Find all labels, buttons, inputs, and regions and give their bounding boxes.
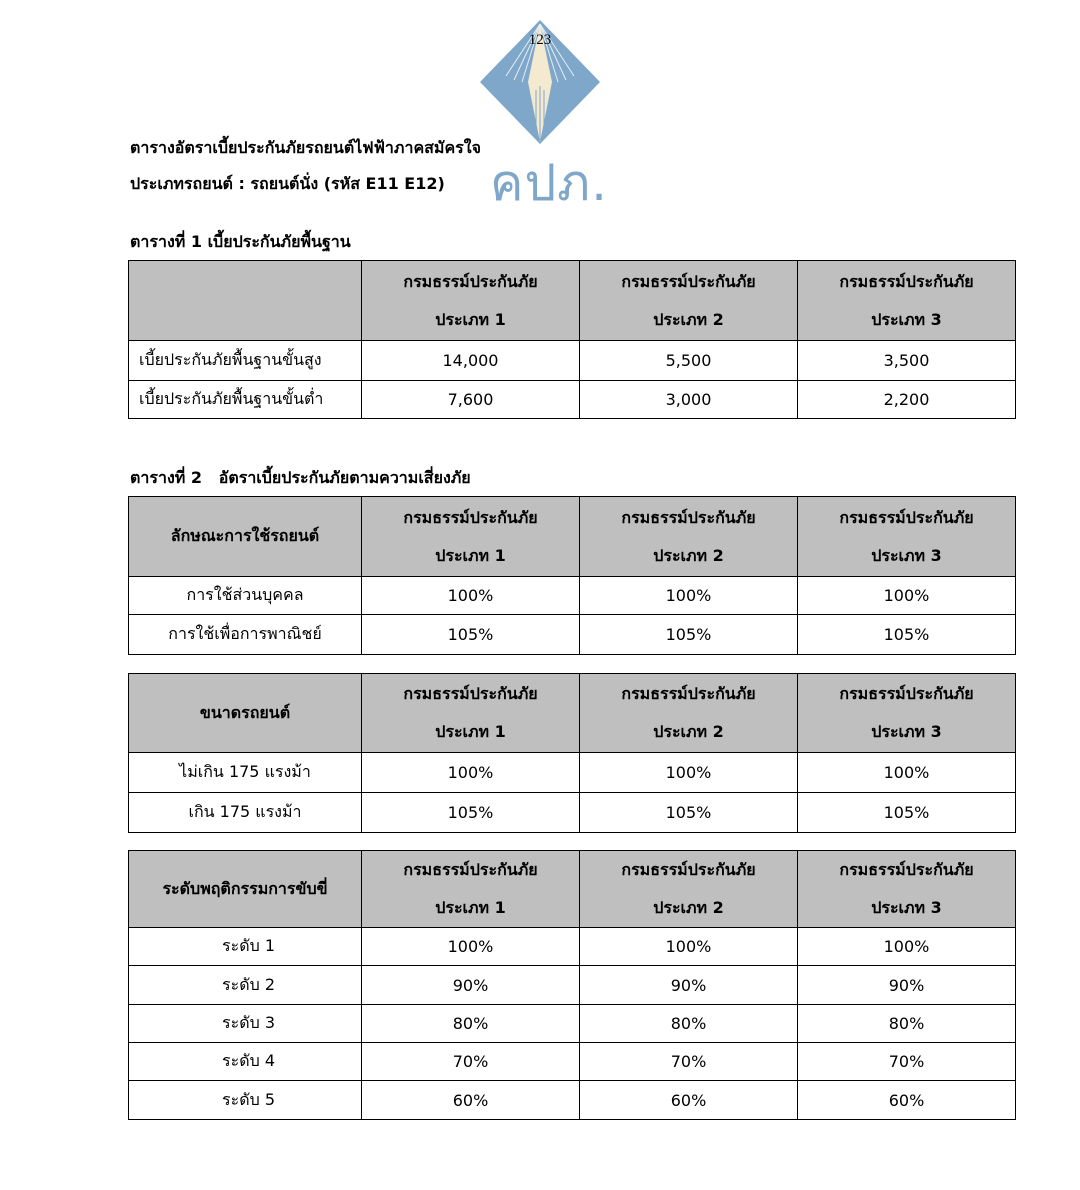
table-cell: 80% [580,1005,798,1043]
table-cell: 105% [798,615,1016,655]
table-header-row [129,851,1016,928]
table-cell: 70% [362,1043,580,1081]
table1-caption: ตารางที่ 1 เบี้ยประกันภัยพื้นฐาน [130,232,351,251]
table-row [129,1005,1016,1043]
header-cell-type2: กรมธรรม์ประกันภัย ประเภท 2 [580,261,798,341]
header-cell-type1: กรมธรรม์ประกันภัย ประเภท 1 [362,851,580,928]
table-cell: 100% [580,928,798,966]
header-label-cell [129,261,362,341]
table-cell: 100% [362,753,580,793]
table-cell: 90% [580,966,798,1005]
row-label: การใช้เพื่อการพาณิชย์ [129,615,362,655]
table-cell: 5,500 [580,341,798,381]
table-cell: 105% [580,615,798,655]
row-label: ระดับ 4 [129,1043,362,1081]
usage-rate-table [128,496,1016,655]
table-cell: 70% [580,1043,798,1081]
vehicle-type-subtitle: ประเภทรถยนต์ : รถยนต์นั่ง (รหัส E11 E12) [130,174,445,193]
table-cell: 60% [580,1081,798,1120]
header-cell-type1: กรมธรรม์ประกันภัย ประเภท 1 [362,674,580,753]
table-row [129,381,1016,419]
table-header-row [129,497,1016,577]
table-cell: 105% [580,793,798,833]
table-cell: 80% [362,1005,580,1043]
header-label-cell: ขนาดรถยนต์ [129,674,362,753]
table-row [129,793,1016,833]
table-cell: 3,500 [798,341,1016,381]
table2-caption: ตารางที่ 2 อัตราเบี้ยประกันภัยตามความเสี่ยงภัย [130,468,471,487]
header-cell-type1: กรมธรรม์ประกันภัย ประเภท 1 [362,497,580,577]
row-label: ระดับ 2 [129,966,362,1005]
table-cell: 100% [798,753,1016,793]
table-cell: 90% [798,966,1016,1005]
table-header-row [129,674,1016,753]
table-row [129,753,1016,793]
table-cell: 3,000 [580,381,798,419]
header-cell-type2: กรมธรรม์ประกันภัย ประเภท 2 [580,497,798,577]
header-cell-type3: กรมธรรม์ประกันภัย ประเภท 3 [798,674,1016,753]
table-cell: 105% [362,793,580,833]
header-label-cell: ลักษณะการใช้รถยนต์ [129,497,362,577]
table-cell: 2,200 [798,381,1016,419]
header-cell-type1: กรมธรรม์ประกันภัย ประเภท 1 [362,261,580,341]
driving-behavior-rate-table [128,850,1016,1120]
row-label: ระดับ 3 [129,1005,362,1043]
table-cell: 100% [798,928,1016,966]
table-cell: 90% [362,966,580,1005]
table-row [129,966,1016,1005]
table-cell: 100% [580,753,798,793]
table-cell: 80% [798,1005,1016,1043]
table-row [129,577,1016,615]
header-cell-type2: กรมธรรม์ประกันภัย ประเภท 2 [580,674,798,753]
oic-logo-text: คปภ. [490,154,609,212]
table-row [129,615,1016,655]
row-label: เกิน 175 แรงม้า [129,793,362,833]
header-cell-type2: กรมธรรม์ประกันภัย ประเภท 2 [580,851,798,928]
table-header-row [129,261,1016,341]
table-row [129,1081,1016,1120]
row-label: การใช้ส่วนบุคคล [129,577,362,615]
table-cell: 60% [798,1081,1016,1120]
row-label: เบี้ยประกันภัยพื้นฐานขั้นสูง [129,341,362,381]
engine-size-rate-table [128,673,1016,833]
row-label: เบี้ยประกันภัยพื้นฐานขั้นต่ำ [129,381,362,419]
table-cell: 70% [798,1043,1016,1081]
header-cell-type3: กรมธรรม์ประกันภัย ประเภท 3 [798,851,1016,928]
table-cell: 105% [798,793,1016,833]
row-label: ระดับ 1 [129,928,362,966]
table-cell: 100% [580,577,798,615]
document-title: ตารางอัตราเบี้ยประกันภัยรถยนต์ไฟฟ้าภาคสมัครใจ [130,138,481,157]
header-label-cell: ระดับพฤติกรรมการขับขี่ [129,851,362,928]
table-cell: 7,600 [362,381,580,419]
row-label: ไม่เกิน 175 แรงม้า [129,753,362,793]
table-cell: 100% [362,577,580,615]
table-row [129,341,1016,381]
table-row [129,928,1016,966]
table-row [129,1043,1016,1081]
page-number: 123 [528,32,552,48]
table-cell: 100% [362,928,580,966]
table-cell: 60% [362,1081,580,1120]
table-cell: 14,000 [362,341,580,381]
row-label: ระดับ 5 [129,1081,362,1120]
base-premium-table [128,260,1016,419]
table-cell: 105% [362,615,580,655]
table-cell: 100% [798,577,1016,615]
header-cell-type3: กรมธรรม์ประกันภัย ประเภท 3 [798,497,1016,577]
header-cell-type3: กรมธรรม์ประกันภัย ประเภท 3 [798,261,1016,341]
